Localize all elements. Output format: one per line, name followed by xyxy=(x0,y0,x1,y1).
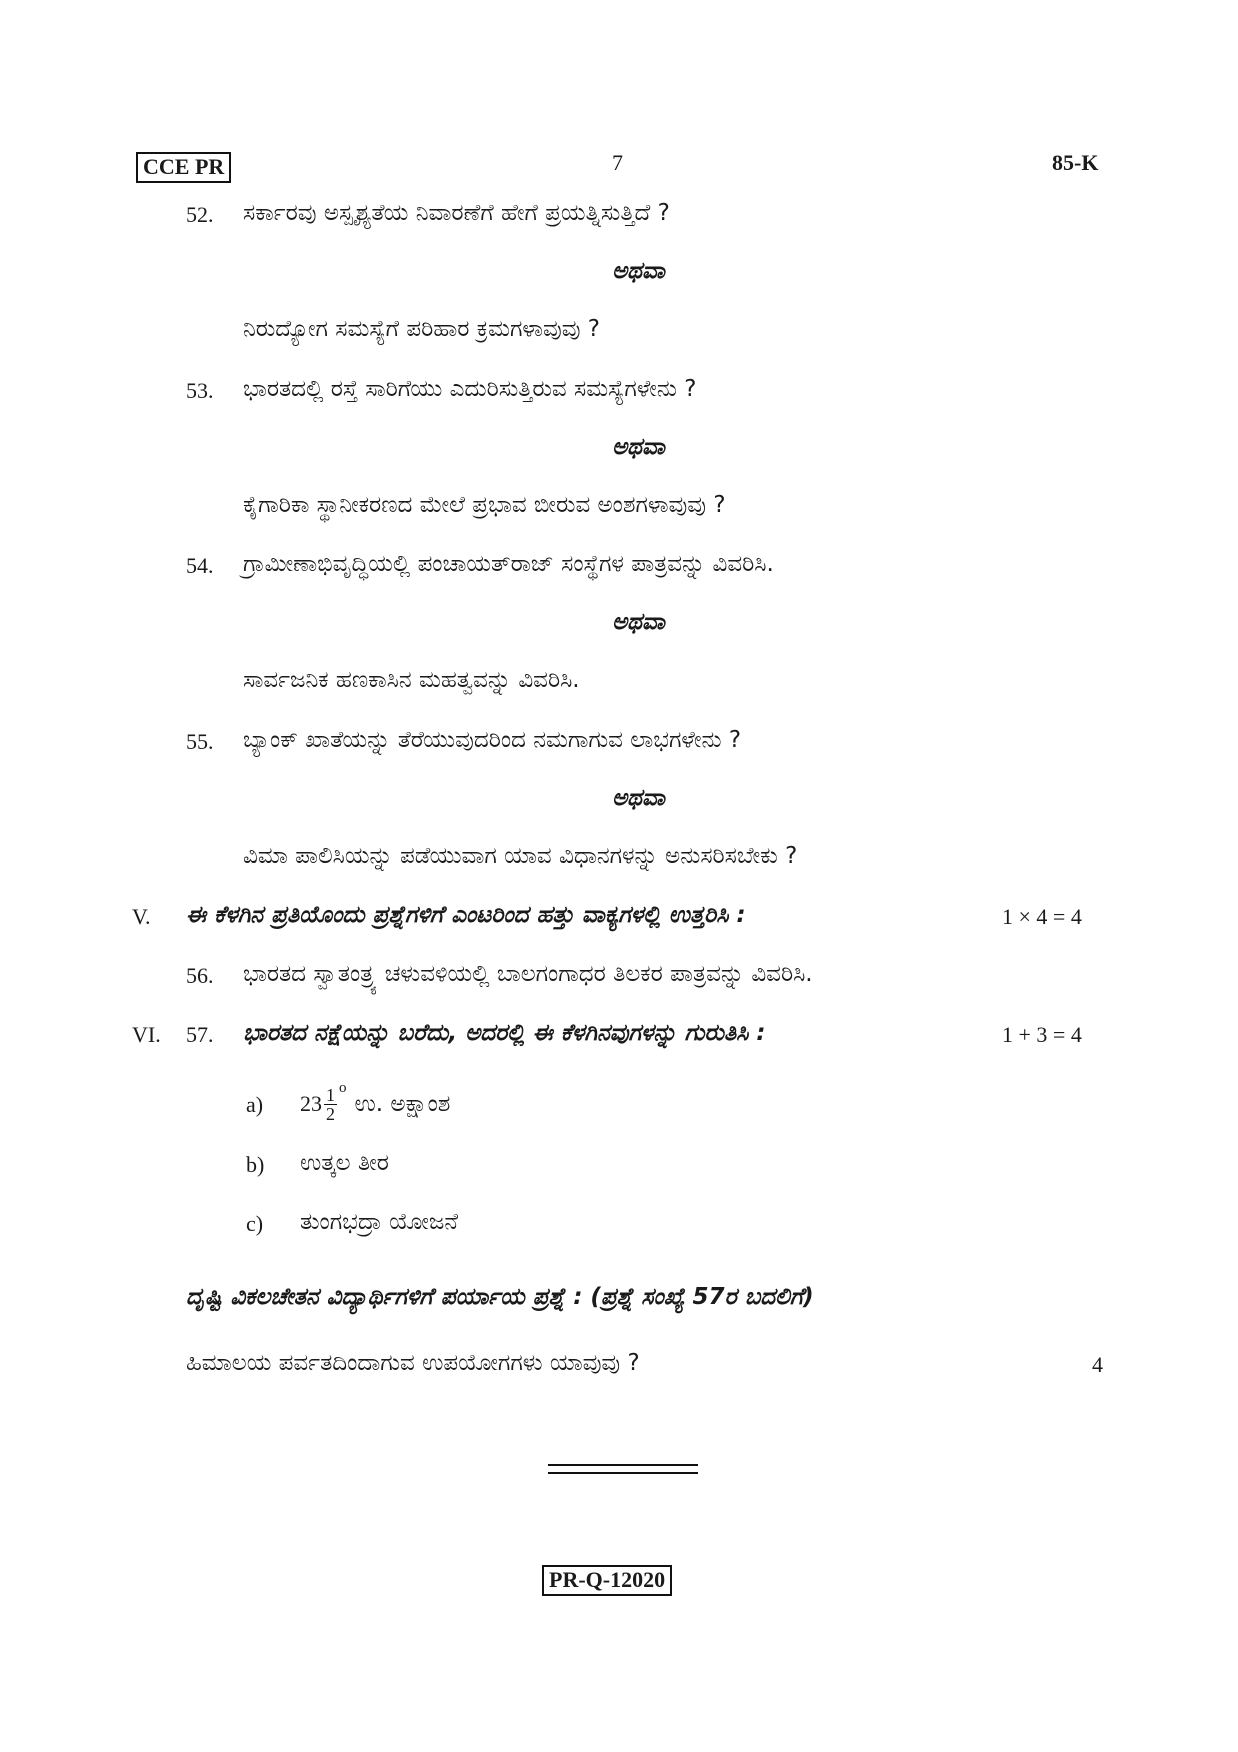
question-number: 53. xyxy=(186,378,214,403)
question-number: 55. xyxy=(186,729,214,754)
latitude-whole: 23 xyxy=(300,1091,322,1116)
alternate-question-text: ವಿಮಾ ಪಾಲಿಸಿಯನ್ನು ಪಡೆಯುವಾಗ ಯಾವ ವಿಧಾನಗಳನ್ನು ಅನುಸರಿಸಬೇಕು ? xyxy=(243,843,798,869)
alternative-question-marks: 4 xyxy=(1092,1352,1103,1377)
question-number: 54. xyxy=(186,553,214,578)
or-label: ಅಥವಾ xyxy=(612,258,665,284)
item-label: a) xyxy=(246,1092,264,1117)
or-label: ಅಥವಾ xyxy=(612,785,665,811)
fraction-numerator: 1 xyxy=(326,1084,335,1105)
question-number: 56. xyxy=(186,963,214,988)
item-text: ಉ. ಅಕ್ಷಾಂಶ xyxy=(354,1091,451,1117)
question-text: ಭಾರತದ ಸ್ವಾತಂತ್ರ್ಯ ಚಳುವಳಿಯಲ್ಲಿ ಬಾಲಗಂಗಾಧರ ತಿಲಕರ ಪಾತ್ರವನ್ನು ವಿವರಿಸಿ. xyxy=(243,961,813,987)
degree-mark: o xyxy=(339,1079,347,1096)
alternate-question-text: ಸಾರ್ವಜನಿಕ ಹಣಕಾಸಿನ ಮಹತ್ವವನ್ನು ವಿವರಿಸಿ. xyxy=(243,667,580,693)
section-roman: VI. xyxy=(132,1022,161,1047)
fraction xyxy=(324,1086,337,1123)
alternative-question-heading: ದೃಷ್ಟಿ ವಿಕಲಚೇತನ ವಿದ್ಯಾರ್ಥಿಗಳಿಗೆ ಪರ್ಯಾಯ ಪ್ರಶ್ನೆ : (ಪ್ರಶ್ನೆ ಸಂಖ್ಯೆ 57ರ ಬದಲಿಗೆ) xyxy=(186,1284,814,1310)
item-text: ಉತ್ಕಲ ತೀರ xyxy=(300,1150,389,1176)
latitude-item xyxy=(300,1076,450,1132)
question-text: ಬ್ಯಾಂಕ್ ಖಾತೆಯನ್ನು ತೆರೆಯುವುದರಿಂದ ನಮಗಾಗುವ ಲಾಭಗಳೇನು ? xyxy=(243,727,742,753)
section-instruction: ಈ ಕೆಳಗಿನ ಪ್ರತಿಯೊಂದು ಪ್ರಶ್ನೆಗಳಿಗೆ ಎಂಟರಿಂದ ಹತ್ತು ವಾಕ್ಯಗಳಲ್ಲಿ ಉತ್ತರಿಸಿ : xyxy=(186,902,746,928)
page-number: 7 xyxy=(612,150,623,175)
alternate-question-text: ಕೈಗಾರಿಕಾ ಸ್ಥಾನೀಕರಣದ ಮೇಲೆ ಪ್ರಭಾವ ಬೀರುವ ಅಂಶಗಳಾವುವು ? xyxy=(243,492,726,518)
paper-code: 85-K xyxy=(1052,150,1099,175)
alternate-question-text: ನಿರುದ್ಯೋಗ ಸಮಸ್ಯೆಗೆ ಪರಿಹಾರ ಕ್ರಮಗಳಾವುವು ? xyxy=(243,316,601,342)
end-double-line xyxy=(548,1464,698,1474)
header-box-label: CCE PR xyxy=(136,152,231,183)
question-text: ಗ್ರಾಮೀಣಾಭಿವೃದ್ಧಿಯಲ್ಲಿ ಪಂಚಾಯತ್‌ರಾಜ್ ಸಂಸ್ಥೆಗಳ ಪಾತ್ರವನ್ನು ವಿವರಿಸಿ. xyxy=(243,551,774,577)
question-text: ಸರ್ಕಾರವು ಅಸ್ಪೃಶ್ಯತೆಯ ನಿವಾರಣೆಗೆ ಹೇಗೆ ಪ್ರಯತ್ನಿಸುತ್ತಿದೆ ? xyxy=(243,200,670,226)
alternative-question-text: ಹಿಮಾಲಯ ಪರ್ವತದಿಂದಾಗುವ ಉಪಯೋಗಗಳು ಯಾವುವು ? xyxy=(186,1350,640,1376)
or-label: ಅಥವಾ xyxy=(612,609,665,635)
section-roman: V. xyxy=(132,904,151,929)
or-label: ಅಥವಾ xyxy=(612,434,665,460)
section-instruction: ಭಾರತದ ನಕ್ಷೆಯನ್ನು ಬರೆದು, ಅದರಲ್ಲಿ ಈ ಕೆಳಗಿನವುಗಳನ್ನು ಗುರುತಿಸಿ : xyxy=(243,1020,766,1046)
question-text: ಭಾರತದಲ್ಲಿ ರಸ್ತೆ ಸಾರಿಗೆಯು ಎದುರಿಸುತ್ತಿರುವ ಸಮಸ್ಯೆಗಳೇನು ? xyxy=(243,376,697,402)
section-marks: 1 × 4 = 4 xyxy=(1002,904,1082,929)
section-marks: 1 + 3 = 4 xyxy=(1002,1022,1082,1047)
item-text: ತುಂಗಭದ್ರಾ ಯೋಜನೆ xyxy=(300,1209,459,1235)
question-number: 57. xyxy=(186,1022,214,1047)
fraction-denominator: 2 xyxy=(326,1103,335,1124)
item-label: c) xyxy=(246,1211,264,1236)
question-number: 52. xyxy=(186,202,214,227)
item-label: b) xyxy=(246,1152,265,1177)
footer-code: PR-Q-12020 xyxy=(542,1565,672,1596)
